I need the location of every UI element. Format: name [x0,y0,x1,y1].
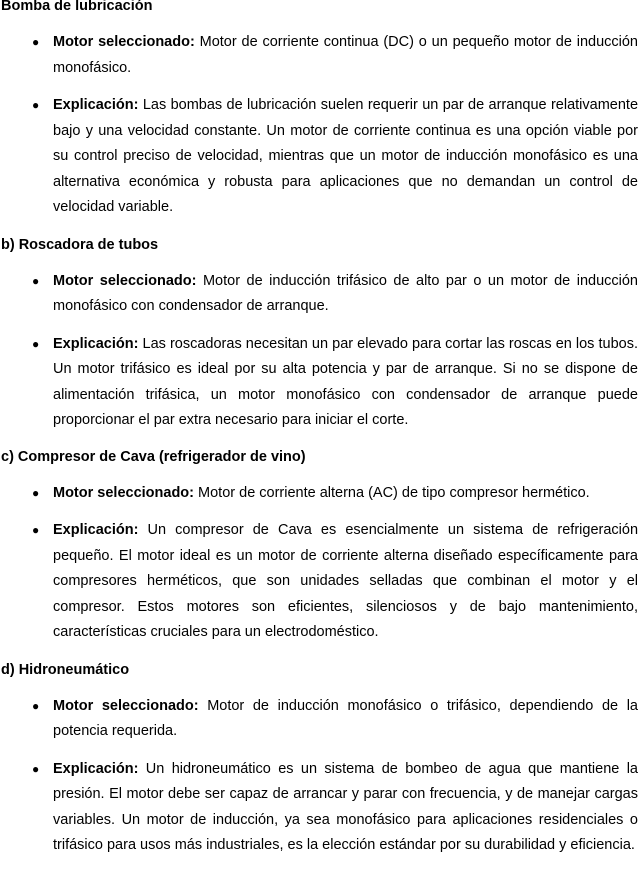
list-item-explicacion [1,332,642,434]
bullet-icon: ● [32,98,40,112]
section-title: c) Compresor de Cava (refrigerador de vino) [1,448,306,465]
explicacion-text: Las roscadoras necesitan un par elevado para cortar las roscas en los tubos. Un motor trifásico es ideal por su alta potencia y par de arranque. Si no se dispone de alimentación trifásica, un motor monofásico con condensador de arranque puede proporcionar el par extra necesario para iniciar el corte. [53,335,639,428]
list-item-motor [1,269,642,320]
bullet-list [1,30,642,221]
bullet-list [1,481,642,646]
explicacion-label: Explicación: [53,97,139,113]
section-title: Bomba de lubricación [1,0,153,14]
bullet-icon: ● [32,761,40,776]
bullet-list [1,269,642,434]
motor-label: Motor seleccionado: [53,697,199,714]
motor-text: Motor de inducción trifásico de alto par o un motor de inducción monofásico con condensador de arranque. [53,272,638,314]
motor-label: Motor seleccionado: [53,484,194,501]
explicacion-label: Explicación: [53,522,139,538]
list-item-explicacion [1,518,642,646]
bullet-icon: ● [32,698,40,713]
section-title: d) Hidroneumático [1,661,130,678]
bullet-icon: ● [32,485,40,500]
list-item-motor [1,30,642,81]
section-compresor-cava [1,447,642,646]
motor-text: Motor de corriente alterna (AC) de tipo compresor hermético. [198,484,590,501]
bullet-list [1,694,642,859]
list-item-explicacion [1,757,642,859]
list-item-motor [1,481,642,507]
motor-label: Motor seleccionado: [53,272,197,289]
section-roscadora-tubos [1,235,642,434]
section-title: b) Roscadora de tubos [1,236,159,253]
explicacion-text: Un hidroneumático es un sistema de bombeo de agua que mantiene la presión. El motor debe ser capaz de arrancar y parar con frecuencia, y de manejar cargas variables. Un motor de inducción, ya sea monofásico para aplicaciones residenciales o trifásico para usos más industriales, es la elección estándar por su durabilidad y eficiencia. [53,760,638,853]
bullet-icon: ● [32,523,40,537]
bullet-icon: ● [32,336,40,351]
bullet-icon: ● [32,273,40,288]
list-item-explicacion [1,93,642,221]
motor-label: Motor seleccionado: [53,34,195,50]
motor-text: Motor de corriente continua (DC) o un pequeño motor de inducción monofásico. [53,34,638,76]
explicacion-label: Explicación: [53,335,139,352]
explicacion-text: Un compresor de Cava es esencialmente un sistema de refrigeración pequeño. El motor ideal es un motor de corriente alterna diseñado específicamente para compresores herméticos, que son unidades selladas que combinan el motor y el compresor. Estos motores son eficientes, silenciosos y de bajo mantenimiento, características cruciales para un electrodoméstico. [53,522,639,640]
motor-text: Motor de inducción monofásico o trifásico, dependiendo de la potencia requerida. [53,697,638,739]
bullet-icon: ● [32,35,40,49]
section-bomba-lubricacion [1,0,642,221]
section-hidroneumatico [1,660,642,859]
explicacion-text: Las bombas de lubricación suelen requerir un par de arranque relativamente bajo y una velocidad constante. Un motor de corriente continua es una opción viable por su control preciso de velocidad, mientras que un motor de inducción monofásico es una alternativa económica y robusta para aplicaciones que no demandan un control de velocidad variable. [53,97,639,215]
list-item-motor [1,694,642,745]
explicacion-label: Explicación: [53,760,139,777]
